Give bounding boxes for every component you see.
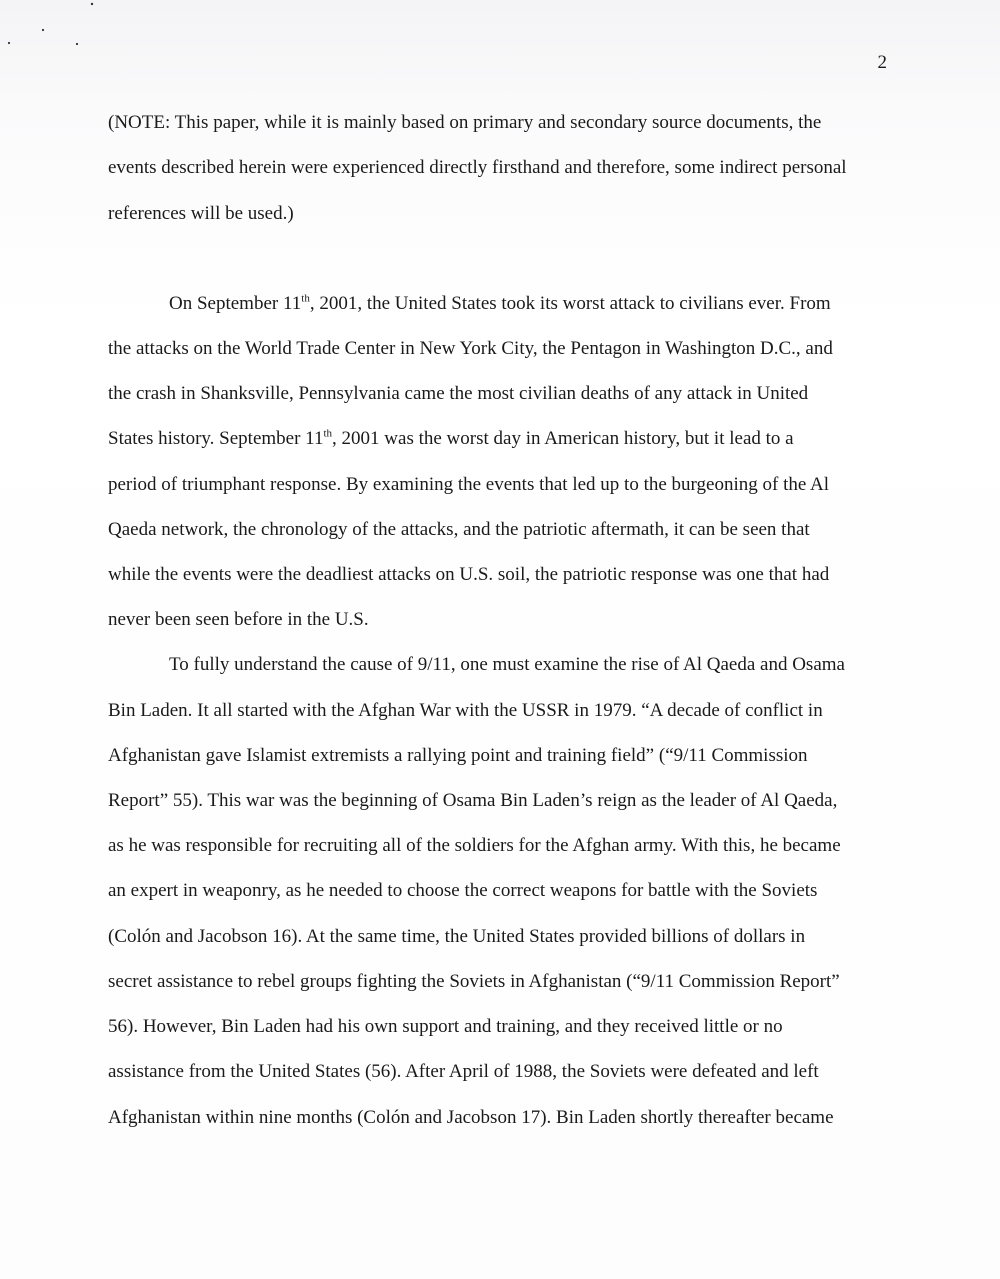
para1-line-1 (169, 294, 831, 313)
note-line-2: events described herein were experienced directly firsthand and therefore, some indirect personal (108, 157, 847, 178)
para2-line-3: Afghanistan gave Islamist extremists a rallying point and training field” (“9/11 Commission (108, 745, 808, 766)
ordinal-suffix: th (301, 292, 310, 305)
para1-line-4-pre: States history. September 11 (108, 428, 324, 449)
para2-line-7: (Colón and Jacobson 16). At the same time, the United States provided billions of dollars in (108, 926, 806, 947)
para1-line-7: while the events were the deadliest attacks on U.S. soil, the patriotic response was one that had (108, 564, 830, 585)
para2-line-8: secret assistance to rebel groups fighting the Soviets in Afghanistan (“9/11 Commission Report” (108, 971, 840, 992)
para1-line-3: the crash in Shanksville, Pennsylvania came the most civilian deaths of any attack in United (108, 383, 809, 404)
para2-line-10: assistance from the United States (56). After April of 1988, the Soviets were defeated and left (108, 1061, 819, 1082)
scan-specks (0, 0, 100, 60)
para1-line-1-post: , 2001, the United States took its worst attack to civilians ever. From (309, 293, 831, 314)
ordinal-suffix: th (323, 427, 333, 440)
para2-line-6: an expert in weaponry, as he needed to choose the correct weapons for battle with the Soviets (108, 880, 818, 901)
note-line-3: references will be used.) (108, 203, 294, 224)
para1-line-6: Qaeda network, the chronology of the attacks, and the patriotic aftermath, it can be seen that (108, 519, 810, 540)
para2-line-4: Report” 55). This war was the beginning of Osama Bin Laden’s reign as the leader of Al Qaeda, (108, 790, 838, 811)
page-number: 2 (877, 52, 887, 73)
para2-line-11: Afghanistan within nine months (Colón and Jacobson 17). Bin Laden shortly thereafter became (108, 1107, 834, 1128)
para1-line-8: never been seen before in the U.S. (108, 609, 369, 630)
para2-line-1: To fully understand the cause of 9/11, one must examine the rise of Al Qaeda and Osama (169, 654, 845, 675)
para2-line-2: Bin Laden. It all started with the Afghan War with the USSR in 1979. “A decade of conflict in (108, 700, 823, 721)
note-line-1: (NOTE: This paper, while it is mainly based on primary and secondary source documents, the (108, 112, 822, 133)
para1-line-4-post: , 2001 was the worst day in American history, but it lead to a (332, 428, 794, 449)
para2-line-9: 56). However, Bin Laden had his own support and training, and they received little or no (108, 1016, 783, 1037)
para1-line-4 (108, 429, 794, 448)
para1-line-5: period of triumphant response. By examining the events that led up to the burgeoning of the Al (108, 474, 829, 495)
para1-line-2: the attacks on the World Trade Center in New York City, the Pentagon in Washington D.C., and (108, 338, 833, 359)
para2-line-5: as he was responsible for recruiting all of the soldiers for the Afghan army. With this, he became (108, 835, 841, 856)
para1-line-1-pre: On September 11 (169, 293, 302, 314)
